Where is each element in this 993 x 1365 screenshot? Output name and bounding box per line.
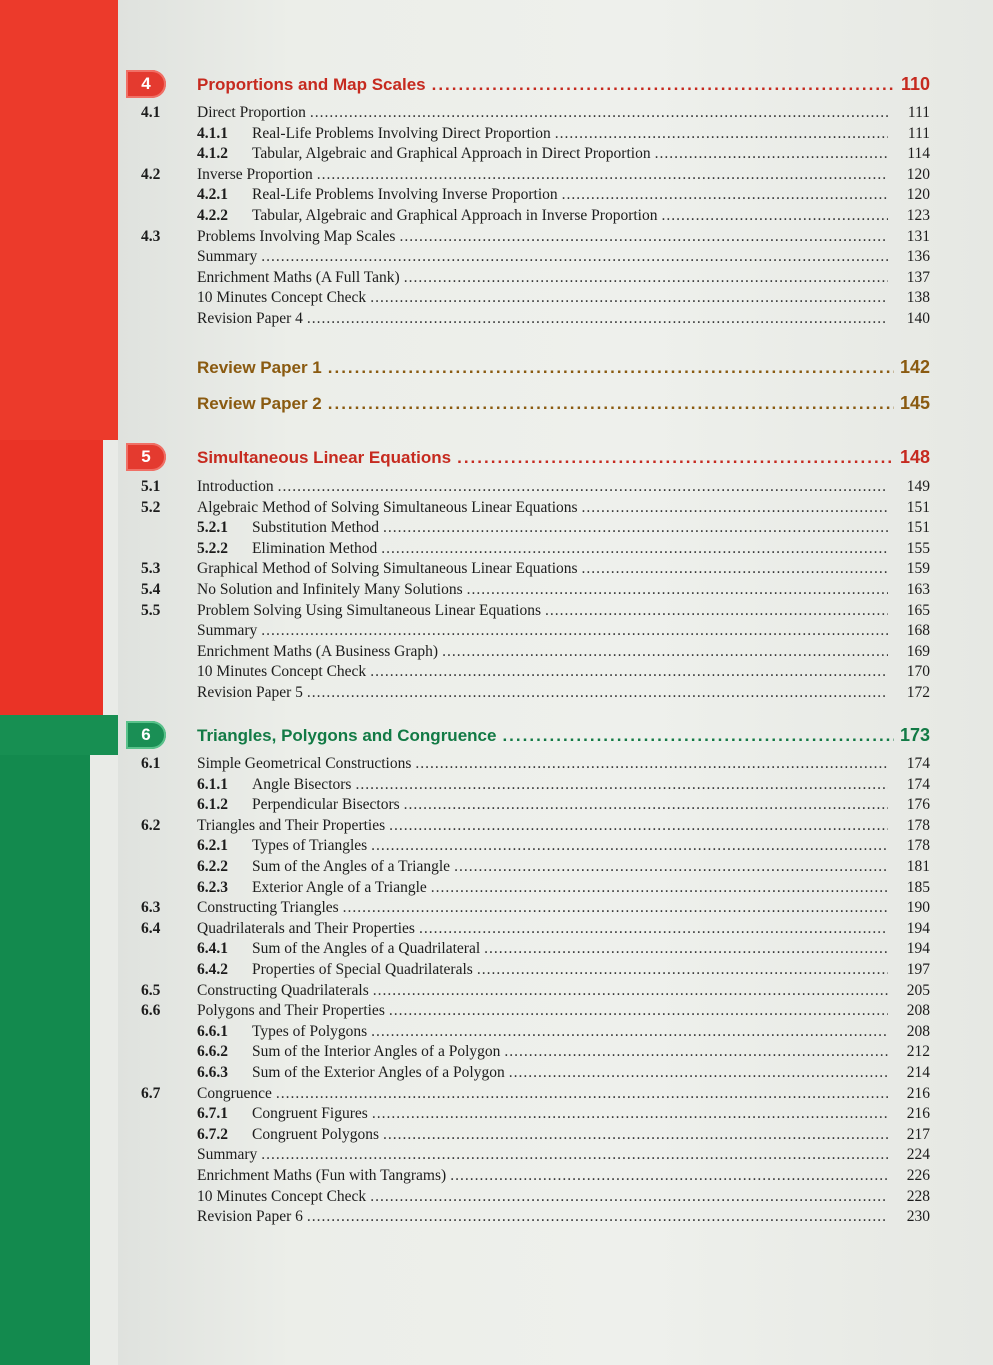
toc-section-entry[interactable] [141,817,930,837]
entry-title: No Solution and Infinitely Many Solutions [197,581,463,598]
entry-page-number: 208 [906,1002,930,1020]
entry-title: Constructing Triangles [197,899,339,917]
toc-section-entry[interactable] [141,104,930,124]
entry-page-number: 212 [906,1043,930,1061]
leader-dots [261,1146,888,1164]
chapter-heading[interactable] [197,74,930,95]
leader-dots [404,796,888,814]
leader-dots [432,75,895,95]
entry-title: Sum of the Exterior Angles of a Polygon [252,1064,505,1081]
review-title: Review Paper 1 [197,358,322,377]
leader-dots [307,310,888,328]
chapter-title: Proportions and Map Scales [197,75,426,94]
green-side-band-upper [0,715,118,755]
review-page-number: 145 [899,393,930,413]
entry-title: Real-Life Problems Involving Direct Proportion [252,124,551,142]
toc-subsection-entry[interactable] [141,207,930,227]
leader-dots [389,817,888,835]
leader-dots [261,622,888,640]
toc-subsection-entry[interactable] [141,186,930,206]
leader-dots [278,478,888,496]
toc-subsection-entry[interactable] [141,1064,930,1084]
section-number: 5.4 [141,581,161,598]
entry-page-number: 131 [906,227,930,245]
leader-dots [404,269,888,287]
subsection-number: 6.1.2 [197,796,228,814]
toc-subsection-entry[interactable] [141,1043,930,1063]
entry-title: Tabular, Algebraic and Graphical Approach in Direct Proportion [252,145,651,163]
leader-dots [383,1126,888,1144]
leader-dots [371,837,888,855]
leader-dots [399,228,888,246]
subsection-number: 6.1.1 [197,775,228,793]
entry-page-number: 217 [906,1125,930,1143]
section-number: 6.7 [141,1084,161,1102]
entry-page-number: 151 [906,519,930,537]
subsection-number: 6.4.2 [197,961,228,978]
toc-section-entry[interactable] [141,166,930,186]
leader-dots [372,1105,888,1123]
review-paper-heading[interactable] [197,357,930,378]
entry-page-number: 123 [906,207,930,224]
entry-title: Constructing Quadrilaterals [197,981,369,999]
chapter-number-badge: 5 [126,443,166,471]
entry-title: Properties of Special Quadrilaterals [252,961,473,978]
entry-page-number: 140 [906,310,930,327]
toc-misc-entry[interactable] [141,269,930,289]
entry-page-number: 111 [907,104,930,121]
entry-title: Congruent Figures [252,1105,368,1123]
leader-dots [484,940,888,958]
leader-dots [371,1023,888,1041]
leader-dots [545,602,888,620]
toc-section-entry[interactable] [141,228,930,248]
subsection-number: 6.2.3 [197,878,228,896]
chapter-page-number: 148 [899,447,930,467]
entry-page-number: 169 [906,642,930,660]
entry-title: Direct Proportion [197,104,306,121]
green-side-band [0,715,90,1365]
subsection-number: 6.6.2 [197,1043,228,1061]
entry-title: Problem Solving Using Simultaneous Linear Equations [197,601,541,619]
entry-page-number: 226 [906,1167,930,1184]
leader-dots [328,394,894,414]
leader-dots [457,448,894,468]
toc-misc-entry[interactable] [141,663,930,683]
toc-section-entry[interactable] [141,920,930,940]
entry-page-number: 114 [907,145,930,163]
entry-page-number: 168 [906,622,930,640]
toc-section-entry[interactable] [141,560,930,580]
entry-title: Introduction [197,478,274,495]
entry-title: Summary [197,248,258,266]
toc-section-entry[interactable] [141,899,930,919]
entry-page-number: 185 [906,878,930,896]
leader-dots [383,519,888,537]
entry-page-number: 159 [906,560,930,578]
toc-subsection-entry[interactable] [141,1105,930,1125]
entry-page-number: 174 [906,775,930,793]
entry-page-number: 137 [906,268,930,286]
toc-misc-entry[interactable] [141,1208,930,1228]
entry-title: Enrichment Maths (A Business Graph) [197,642,439,660]
entry-title: Congruence [197,1084,272,1102]
section-number: 6.4 [141,919,161,937]
entry-title: Elimination Method [252,539,378,557]
subsection-number: 6.7.2 [197,1125,228,1143]
leader-dots [450,1167,888,1185]
toc-misc-entry[interactable] [141,643,930,663]
toc-section-entry[interactable] [141,581,930,601]
toc-subsection-entry[interactable] [141,961,930,981]
entry-title: Revision Paper 4 [197,310,303,327]
entry-title: Types of Polygons [252,1022,368,1040]
entry-page-number: 214 [906,1064,930,1081]
chapter-title: Simultaneous Linear Equations [197,448,452,467]
toc-misc-entry[interactable] [141,1167,930,1187]
toc-subsection-entry[interactable] [141,858,930,878]
toc-section-entry[interactable] [141,602,930,622]
entry-title: Quadrilaterals and Their Properties [197,919,415,937]
entry-page-number: 216 [906,1084,930,1102]
toc-subsection-entry[interactable] [141,879,930,899]
toc-subsection-entry[interactable] [141,1126,930,1146]
entry-page-number: 178 [906,837,930,855]
toc-subsection-entry[interactable] [141,1023,930,1043]
section-number: 6.5 [141,981,161,999]
section-number: 4.3 [141,227,161,245]
entry-page-number: 120 [906,186,930,204]
entry-page-number: 228 [906,1187,930,1205]
entry-title: Sum of the Angles of a Triangle [252,858,451,875]
entry-page-number: 194 [906,919,930,937]
leader-dots [454,858,888,876]
entry-page-number: 205 [906,981,930,999]
toc-subsection-entry[interactable] [141,940,930,960]
leader-dots [370,663,888,681]
entry-page-number: 120 [906,165,930,183]
entry-title: Real-Life Problems Involving Inverse Proportion [252,186,558,204]
leader-dots [307,684,888,702]
toc-subsection-entry[interactable] [141,776,930,796]
entry-page-number: 208 [906,1022,930,1040]
entry-page-number: 111 [907,124,930,142]
section-number: 6.3 [141,899,161,917]
leader-dots [381,540,888,558]
entry-title: Congruent Polygons [252,1125,380,1143]
chapter-number-badge: 4 [126,70,166,98]
leader-dots [509,1064,888,1082]
entry-page-number: 176 [906,796,930,814]
section-number: 4.2 [141,165,161,183]
review-title: Review Paper 2 [197,394,322,413]
subsection-number: 6.2.2 [197,858,228,875]
entry-title: Exterior Angle of a Triangle [252,878,427,896]
toc-subsection-entry[interactable] [141,837,930,857]
section-number: 6.1 [141,755,161,772]
leader-dots [261,248,888,266]
leader-dots [431,879,888,897]
toc-section-entry[interactable] [141,499,930,519]
section-number: 5.1 [141,478,161,495]
leader-dots [504,1043,888,1061]
entry-title: Revision Paper 6 [197,1208,303,1226]
leader-dots [370,1188,888,1206]
leader-dots [442,643,888,661]
entry-page-number: 155 [906,539,930,557]
leader-dots [276,1085,888,1103]
section-number: 5.5 [141,601,161,619]
leader-dots [661,207,888,225]
leader-dots [555,125,888,143]
entry-page-number: 151 [906,498,930,516]
toc-section-entry[interactable] [141,1002,930,1022]
toc-subsection-entry[interactable] [141,540,930,560]
entry-title: Revision Paper 5 [197,684,303,701]
leader-dots [582,560,888,578]
subsection-number: 5.2.1 [197,519,228,537]
entry-page-number: 165 [906,601,930,619]
leader-dots [655,145,888,163]
subsection-number: 6.6.1 [197,1022,228,1040]
chapter-page-number: 173 [899,725,930,745]
leader-dots [477,961,888,979]
entry-title: Simple Geometrical Constructions [197,755,412,772]
section-number: 5.3 [141,560,161,578]
review-paper-heading[interactable] [197,393,930,414]
entry-title: Types of Triangles [252,837,368,855]
section-number: 5.2 [141,498,161,516]
toc-subsection-entry[interactable] [141,519,930,539]
subsection-number: 4.2.1 [197,186,228,204]
chapter-heading[interactable] [197,725,930,746]
leader-dots [373,982,888,1000]
chapter-heading[interactable] [197,447,930,468]
entry-page-number: 224 [906,1146,930,1164]
leader-dots [310,104,888,122]
leader-dots [562,186,888,204]
section-number: 6.2 [141,816,161,834]
section-number: 6.6 [141,1002,161,1020]
entry-title: 10 Minutes Concept Check [197,663,367,681]
leader-dots [370,289,888,307]
entry-title: 10 Minutes Concept Check [197,289,367,307]
entry-page-number: 230 [906,1208,930,1226]
entry-page-number: 149 [906,478,930,495]
entry-title: Sum of the Angles of a Quadrilateral [252,940,481,958]
entry-title: 10 Minutes Concept Check [197,1187,367,1205]
leader-dots [467,581,888,599]
subsection-number: 5.2.2 [197,539,228,557]
entry-title: Tabular, Algebraic and Graphical Approach in Inverse Proportion [252,207,658,224]
entry-page-number: 197 [906,961,930,978]
leader-dots [389,1002,888,1020]
leader-dots [415,755,888,773]
subsection-number: 6.6.3 [197,1064,228,1081]
entry-title: Algebraic Method of Solving Simultaneous Linear Equations [197,498,578,516]
toc-misc-entry[interactable] [141,622,930,642]
red-side-band-upper [0,0,118,440]
entry-title: Perpendicular Bisectors [252,796,400,814]
chapter-number-badge: 6 [126,721,166,749]
entry-title: Problems Involving Map Scales [197,227,396,245]
entry-page-number: 216 [906,1105,930,1123]
entry-page-number: 178 [906,816,930,834]
entry-page-number: 138 [906,289,930,307]
entry-page-number: 174 [906,755,930,772]
entry-page-number: 181 [906,858,930,875]
leader-dots [343,899,888,917]
toc-section-entry[interactable] [141,1085,930,1105]
chapter-page-number: 110 [900,74,930,94]
subsection-number: 4.1.1 [197,124,228,142]
leader-dots [317,166,888,184]
entry-title: Enrichment Maths (Fun with Tangrams) [197,1167,447,1184]
toc-misc-entry[interactable] [141,289,930,309]
toc-misc-entry[interactable] [141,1146,930,1166]
entry-page-number: 172 [906,684,930,701]
leader-dots [328,358,894,378]
subsection-number: 4.1.2 [197,145,228,163]
entry-title: Angle Bisectors [252,775,352,793]
entry-title: Summary [197,622,258,640]
subsection-number: 4.2.2 [197,207,228,224]
subsection-number: 6.7.1 [197,1105,228,1123]
entry-title: Graphical Method of Solving Simultaneous Linear Equations [197,560,578,578]
entry-title: Triangles and Their Properties [197,816,386,834]
toc-misc-entry[interactable] [141,248,930,268]
entry-page-number: 194 [906,940,930,958]
toc-misc-entry[interactable] [141,1188,930,1208]
entry-title: Substitution Method [252,519,380,537]
entry-page-number: 163 [906,581,930,598]
entry-title: Enrichment Maths (A Full Tank) [197,268,400,286]
subsection-number: 6.2.1 [197,837,228,855]
section-number: 4.1 [141,104,161,121]
toc-misc-entry[interactable] [141,310,930,330]
toc-section-entry[interactable] [141,982,930,1002]
entry-page-number: 170 [906,663,930,681]
toc-subsection-entry[interactable] [141,145,930,165]
entry-title: Sum of the Interior Angles of a Polygon [252,1043,501,1061]
leader-dots [502,726,894,746]
entry-page-number: 136 [906,248,930,266]
toc-subsection-entry[interactable] [141,796,930,816]
chapter-title: Triangles, Polygons and Congruence [197,726,497,745]
entry-title: Summary [197,1146,258,1164]
subsection-number: 6.4.1 [197,940,228,958]
entry-title: Inverse Proportion [197,165,313,183]
toc-section-entry[interactable] [141,478,930,498]
leader-dots [582,499,888,517]
entry-page-number: 190 [906,899,930,917]
toc-misc-entry[interactable] [141,684,930,704]
toc-subsection-entry[interactable] [141,125,930,145]
review-page-number: 142 [899,357,930,377]
toc-section-entry[interactable] [141,755,930,775]
leader-dots [419,920,888,938]
entry-title: Polygons and Their Properties [197,1002,385,1020]
leader-dots [355,776,888,794]
leader-dots [307,1208,888,1226]
